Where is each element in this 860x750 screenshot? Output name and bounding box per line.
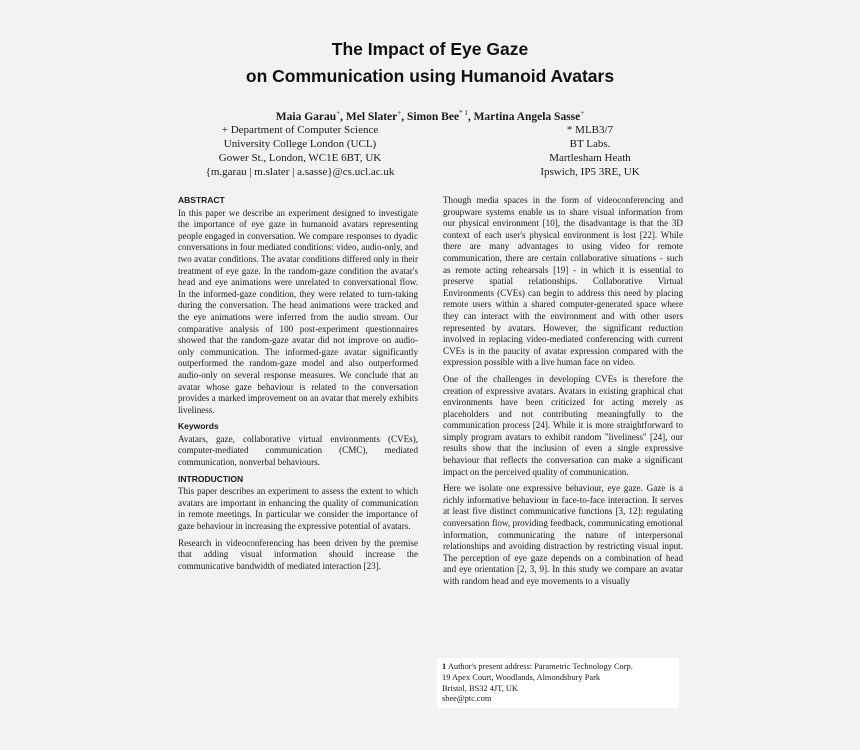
affiliation-line: * MLB3/7 (566, 124, 614, 136)
affiliation-email: {m.garau | m.slater | a.sasse}@cs.ucl.ac.uk (205, 166, 395, 178)
keywords-heading: Keywords (178, 421, 219, 432)
footnote-line-2: 19 Apex Court, Woodlands, Almondsbury Park (442, 672, 601, 682)
affiliation-line: + Department of Computer Science (221, 124, 379, 136)
introduction-paragraph: Research in videoconferencing has been driven by the premise that adding visual information should increase the communicative bandwidth of mediated interaction [23]. (178, 537, 418, 571)
author-mark: + (580, 109, 585, 117)
introduction-paragraph: This paper describes an experiment to assess the extent to which avatars are important in enhancing the quality of communication in remote meetings. In particular we consider the importance of gaze behaviour in increasing the expressive potential of avatars. (178, 486, 418, 532)
footnote-line-3: Bristol, BS32 4JT, UK (442, 683, 518, 693)
introduction-heading: INTRODUCTION (178, 473, 244, 484)
author-name: Simon Bee (406, 110, 460, 123)
affiliation-bt (470, 123, 710, 179)
left-column (178, 195, 418, 577)
author-list (0, 109, 860, 123)
footnote-email: sbee@ptc.com (442, 694, 492, 704)
affiliation-line: Martlesham Heath (549, 152, 631, 164)
affiliation-ucl (160, 123, 440, 179)
author-name: Maia Garau (275, 110, 337, 123)
paper-title-line-2: on Communication using Humanoid Avatars (245, 66, 615, 86)
affiliation-line: Ipswich, IP5 3RE, UK (540, 166, 640, 178)
author-separator: , (340, 110, 346, 123)
author-address-footnote (437, 658, 679, 708)
author-mark: + (397, 109, 402, 117)
keywords-text: Avatars, gaze, collaborative virtual environments (CVEs), computer-mediated communication (CMC), mediated communication, nonverbal behaviours. (178, 433, 418, 468)
footnote-text: Author's present address: Parametric Technology Corp. (447, 662, 633, 671)
paper-title-line-1: The Impact of Eye Gaze (331, 39, 529, 59)
body-paragraph: One of the challenges in developing CVEs is therefore the creation of expressive avatars. Avatars in existing graphical chat environments have been criticized for acting merely as placeholders and not contributing meaningfully to the communication process [24]. While it is more straightforward to simply program avatars to exhibit random "liveliness" [24], our results show that the inclusion of even a single expressive behaviour that reflects the conversation can make a significant impact on the perceived quality of communication. (443, 373, 683, 477)
footnote-line-1 (442, 662, 679, 673)
body-paragraph: Here we isolate one expressive behaviour, eye gaze. Gaze is a richly informative behaviour in face-to-face interaction. It serves at least five distinct communicative functions [3, 12]: regulating conversation flow, providing feedback, communicating emotional information, communicating the nature of interpersonal relationships and avoiding distraction by restricting visual input. The perception of eye gaze depends on a combination of head and eye orientation [2, 3, 9]. In this study we compare an avatar with random head and eye movements to a visually (443, 483, 683, 586)
body-paragraph: Though media spaces in the form of videoconferencing and groupware systems enable us to share visual information from our physical environment [10], the disadvantage is that the 3D context of each user's physical environment is lost [22]. While there are many advantages to using video for remote communication, there are certain collaborative situations - such as remote acting rehearsals [19] - in which it is essential to preserve spatial relationships. Collaborative Virtual Environments (CVEs) can begin to address this need by placing remote users within a shared computer-generated space where they can interact with the environment and with other users represented by avatars. However, the significant reduction involved in replacing video-mediated conferencing with current CVEs is in the paucity of avatar expression compared with the expression possible with a live human face on video. (443, 195, 683, 368)
affiliation-line: University College London (UCL) (223, 138, 377, 150)
author-separator: , (467, 110, 474, 123)
author-mark: + (336, 109, 341, 117)
abstract-text: In this paper we describe an experiment designed to investigate the importance of eye gaze in humanoid avatars representing people engaged in conversation. We compare responses to dyadic conversations in four mediated conditions: video, audio-only, and two avatar conditions. The avatar conditions differed only in their treatment of eye gaze. In the random-gaze condition the avatar's head and eye animations were unrelated to conversational flow. In the informed-gaze condition, they were related to turn-taking during the conversation. The head animations were tracked and the eye animations were inferred from the audio stream. Our comparative analysis of 100 post-experiment questionnaires showed that the random-gaze avatar did not improve on audio-only communication. The informed-gaze avatar significantly outperformed the random-gaze model and also outperformed audio-only on several response measures. We conclude that an avatar whose gaze behaviour is related to the conversation provides a marked improvement on an avatar that merely exhibits liveliness. (178, 207, 418, 415)
affiliation-line: BT Labs. (569, 138, 611, 150)
author-name: Mel Slater (345, 110, 398, 123)
author-mark: * 1 (459, 109, 468, 117)
abstract-heading: ABSTRACT (178, 195, 225, 205)
footnote-mark: 1 (442, 662, 447, 671)
author-name: Martina Angela Sasse (473, 110, 581, 123)
right-column (443, 195, 683, 593)
affiliation-line: Gower St., London, WC1E 6BT, UK (218, 152, 382, 164)
author-separator: , (401, 110, 407, 123)
